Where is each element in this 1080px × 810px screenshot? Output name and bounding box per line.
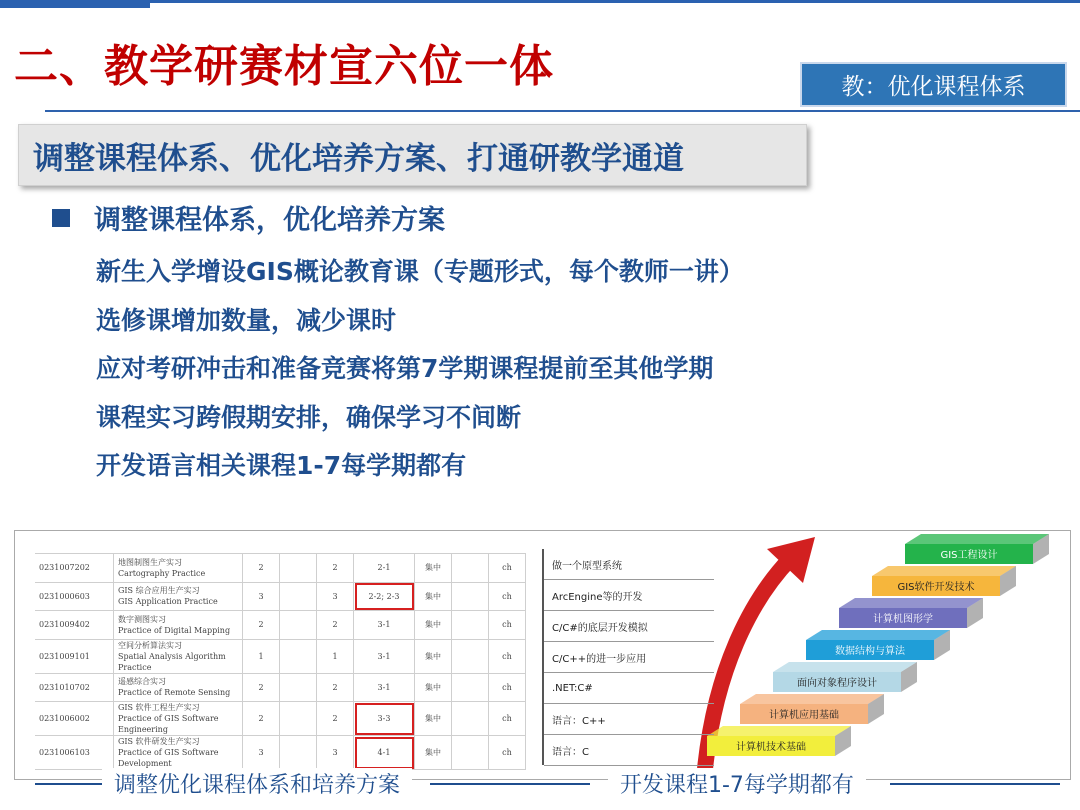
semester-cell: 3-1 (354, 673, 415, 702)
ladder-item: 做一个原型系统 (544, 549, 714, 580)
course-name-cn: GIS 软件工程生产实习 (118, 703, 200, 712)
bullet-line: 应对考研冲击和准备竞赛将第7学期课程提前至其他学期 (96, 354, 714, 383)
bullet-lines (96, 252, 744, 495)
course-name-en: GIS Application Practice (118, 597, 218, 607)
assess-cell: ch (489, 702, 526, 736)
mode-cell: 集中 (415, 639, 452, 673)
stair-step-label: 面向对象程序设计 (797, 678, 877, 689)
stair-step-label: 数据结构与算法 (835, 646, 905, 657)
hours-cell: 2 (317, 611, 354, 640)
ladder-item: .NET:C# (544, 673, 714, 704)
section-tag: 教：优化课程体系 (800, 62, 1067, 107)
credit-cell: 2 (243, 702, 280, 736)
hours-cell: 1 (317, 639, 354, 673)
stair-step (773, 662, 917, 692)
course-name-cn: GIS 软件研发生产实习 (118, 737, 200, 746)
course-name-en: Practice of GIS Software Development (118, 748, 219, 768)
course-name-en: Practice of GIS Software Engineering (118, 714, 219, 734)
illustration-panel (14, 530, 1071, 780)
caption-right: 开发课程1-7每学期都有 (608, 768, 866, 799)
credit-cell: 1 (243, 639, 280, 673)
credit-cell: 3 (243, 582, 280, 611)
stair-step-label: GIS工程设计 (940, 550, 998, 561)
stair-step (806, 630, 950, 660)
credit-cell: 2 (243, 673, 280, 702)
caption-left: 调整优化课程体系和培养方案 (102, 768, 412, 799)
course-name-en: Practice of Remote Sensing (118, 688, 231, 698)
page-title: 二、教学研赛材宣六位一体 (14, 41, 554, 92)
course-code: 0231010702 (35, 673, 114, 702)
ladder-item: C/C#的底层开发模拟 (544, 611, 714, 642)
stair-step (740, 694, 884, 724)
bullet-heading (52, 198, 445, 237)
course-code: 0231009101 (35, 639, 114, 673)
course-name-cn: GIS 综合应用生产实习 (118, 586, 200, 596)
mode-cell: 集中 (415, 611, 452, 640)
semester-cell: 2-2; 2-3 (354, 582, 415, 611)
square-bullet-icon (52, 209, 70, 227)
caption-line-mid (430, 783, 590, 785)
assess-cell: ch (489, 554, 526, 583)
hours-cell: 3 (317, 582, 354, 611)
assess-cell: ch (489, 611, 526, 640)
ladder-item: ArcEngine等的开发 (544, 580, 714, 611)
course-code: 0231007202 (35, 554, 114, 583)
hours-cell: 2 (317, 702, 354, 736)
mode-cell: 集中 (415, 702, 452, 736)
semester-cell: 4-1 (354, 736, 415, 770)
ladder-item: C/C++的进一步应用 (544, 642, 714, 673)
assess-cell: ch (489, 736, 526, 770)
mode-cell: 集中 (415, 736, 452, 770)
course-name-en: Cartography Practice (118, 568, 206, 578)
top-bar (0, 0, 1080, 10)
course-name-cn: 空间分析算法实习 (118, 640, 182, 650)
stair-step-label: 计算机应用基础 (769, 710, 839, 721)
bullet-line: 新生入学增设GIS概论教育课（专题形式，每个教师一讲） (96, 257, 744, 286)
course-code: 0231009402 (35, 611, 114, 640)
stair-step (707, 726, 851, 756)
assess-cell: ch (489, 639, 526, 673)
assess-cell: ch (489, 673, 526, 702)
title-divider (45, 110, 1080, 112)
semester-cell: 3-1 (354, 639, 415, 673)
assess-cell: ch (489, 582, 526, 611)
mode-cell: 集中 (415, 673, 452, 702)
ladder-item: 语言：C++ (544, 704, 714, 735)
hours-cell: 2 (317, 554, 354, 583)
bullet-heading-text: 调整课程体系，优化培养方案 (94, 205, 445, 236)
top-bar-line (150, 0, 1080, 3)
bullet-line: 课程实习跨假期安排，确保学习不间断 (96, 402, 522, 432)
mode-cell: 集中 (415, 582, 452, 611)
subtitle-banner: 调整课程体系、优化培养方案、打通研教学通道 (18, 124, 807, 186)
bullet-line: 开发语言相关课程1-7每学期都有 (96, 451, 467, 480)
bullet-line: 选修课增加数量，减少课时 (96, 305, 397, 335)
credit-cell: 2 (243, 611, 280, 640)
stair-step-label: 计算机图形学 (873, 614, 933, 625)
caption-line-right (890, 783, 1060, 785)
course-code: 0231000603 (35, 582, 114, 611)
course-code: 0231006002 (35, 702, 114, 736)
course-name-en: Practice of Digital Mapping (118, 625, 231, 635)
ladder-item: 语言：C (544, 735, 714, 766)
stair-step (872, 566, 1016, 596)
course-name-en: Spatial Analysis Algorithm Practice (118, 651, 226, 672)
stair-step-label: 计算机技术基础 (736, 742, 806, 753)
top-bar-accent (0, 0, 150, 8)
credit-cell: 2 (243, 554, 280, 583)
hours-cell: 2 (317, 673, 354, 702)
stair-step-label: GIS软件开发技术 (897, 582, 975, 593)
hours-cell: 3 (317, 736, 354, 770)
dev-ladder (542, 549, 714, 765)
course-name-cn: 数字测图实习 (118, 614, 166, 624)
mode-cell: 集中 (415, 554, 452, 583)
stair-step (839, 598, 983, 628)
semester-cell: 2-1 (354, 554, 415, 583)
credit-cell: 3 (243, 736, 280, 770)
course-name-cn: 遥感综合实习 (118, 677, 166, 687)
course-name-cn: 地图制图生产实习 (118, 557, 182, 567)
course-code: 0231006103 (35, 736, 114, 770)
semester-cell: 3-1 (354, 611, 415, 640)
semester-cell: 3-3 (354, 702, 415, 736)
stair-step (905, 534, 1049, 564)
